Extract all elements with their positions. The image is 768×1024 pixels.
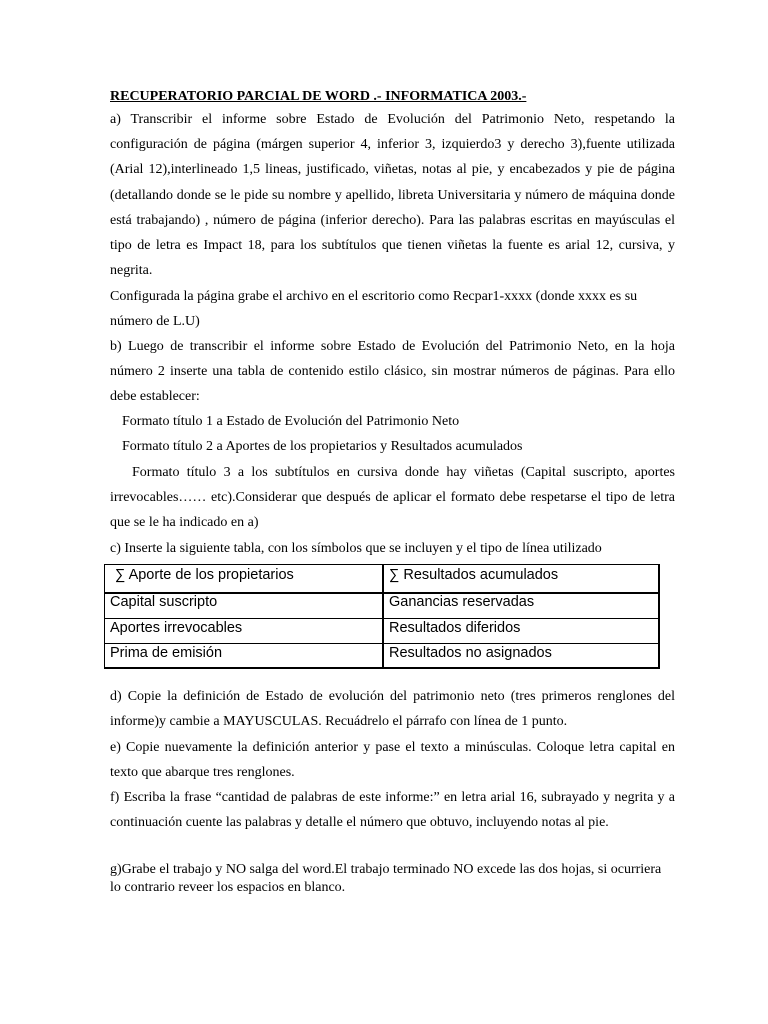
paragraph-f: f) Escriba la frase “cantidad de palabras de este informe:” en letra arial 16, subrayado y negrita y a continuación cuente las palabras y detalle el número que obtuvo, incluyendo notas al pie. <box>110 790 675 831</box>
paragraph-c: c) Inserte la siguiente tabla, con los símbolos que se incluyen y el tipo de línea utilizado <box>110 541 602 556</box>
document-title: RECUPERATORIO PARCIAL DE WORD .- INFORMATICA 2003.- <box>110 89 527 104</box>
table-cell: Ganancias reservadas <box>389 594 535 610</box>
table-cell: Aportes irrevocables <box>110 620 243 636</box>
paragraph-a-save: Configurada la página grabe el archivo en el escritorio como Recpar1-xxxx (donde xxxx es su número de L.U) <box>110 289 638 330</box>
content-table <box>104 564 660 669</box>
table-header-cell: ∑ Resultados acumulados <box>389 567 559 583</box>
format-title-3: Formato título 3 a los subtítulos en cursiva donde hay viñetas (Capital suscripto, aportes irrevocables…… etc).Considerar que después de aplicar el formato debe respetarse el tipo de letra que se le ha indicado en a) <box>110 465 675 531</box>
table-cell: Resultados no asignados <box>389 645 552 661</box>
paragraph-a: a) Transcribir el informe sobre Estado de Evolución del Patrimonio Neto, respetando la configuración de página (márgen superior 4, inferior 3, izquierdo3 y derecho 3),fuente utilizada (Arial 12),interlineado 1,5 lineas, justificado, viñetas, notas al pie, y encabezados y pie de página (detallando donde se le pide su nombre y apellido, libreta Universitaria y número de máquina donde está trabajando) , número de página (inferior derecho). Para las palabras escritas en mayúsculas el tipo de letra es Impact 18, para los subtítulos que tienen viñetas la fuente es arial 12, cursiva, y negrita. <box>110 112 675 279</box>
table-cell: Resultados diferidos <box>389 620 521 636</box>
format-title-1: Formato título 1 a Estado de Evolución del Patrimonio Neto <box>122 414 460 429</box>
table-cell: Prima de emisión <box>110 645 223 661</box>
paragraph-b: b) Luego de transcribir el informe sobre Estado de Evolución del Patrimonio Neto, en la hoja número 2 inserte una tabla de contenido estilo clásico, sin mostrar números de páginas. Para ello debe establecer: <box>110 339 675 405</box>
table-cell: Capital suscripto <box>110 594 218 610</box>
format-title-2: Formato título 2 a Aportes de los propietarios y Resultados acumulados <box>122 439 523 454</box>
paragraph-d: d) Copie la definición de Estado de evolución del patrimonio neto (tres primeros renglones del informe)y cambie a MAYUSCULAS. Recuádrelo el párrafo con línea de 1 punto. <box>110 689 675 730</box>
table-column-divider <box>382 565 384 667</box>
paragraph-g: g)Grabe el trabajo y NO salga del word.El trabajo terminado NO excede las dos hojas, si ocurriera lo contrario reveer los espacios en blanco. <box>110 862 662 895</box>
paragraph-e: e) Copie nuevamente la definición anterior y pase el texto a minúsculas. Coloque letra capital en texto que abarque tres renglones. <box>110 740 675 781</box>
table-header-cell: ∑ Aporte de los propietarios <box>115 567 294 583</box>
